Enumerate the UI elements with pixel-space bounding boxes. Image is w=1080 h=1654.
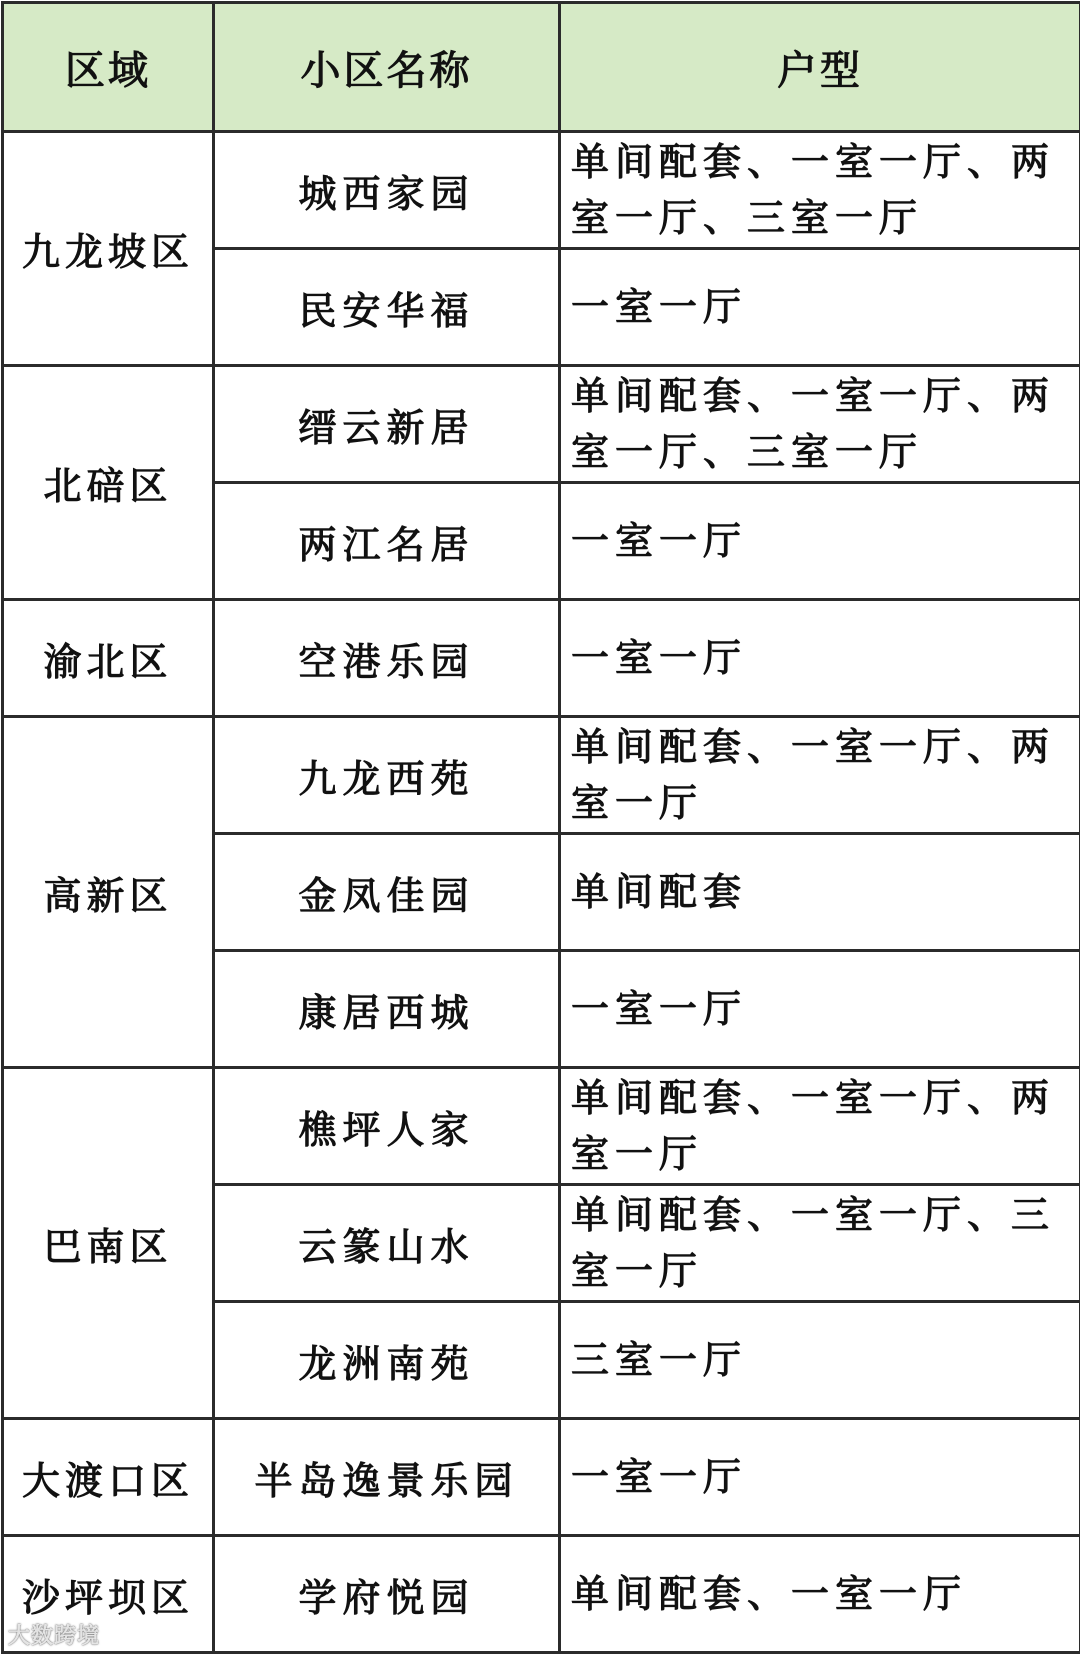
unit-type-cell: 单间配套、一室一厅、两室一厅、三室一厅 (560, 366, 1080, 483)
table-row (3, 1419, 1080, 1536)
table-row (3, 717, 1080, 834)
unit-type-cell: 一室一厅 (560, 249, 1080, 366)
unit-type-cell: 一室一厅 (560, 1419, 1080, 1536)
community-cell: 云篆山水 (214, 1185, 560, 1302)
unit-type-cell: 一室一厅 (560, 600, 1080, 717)
district-cell: 大渡口区 (3, 1419, 214, 1536)
unit-type-cell: 单间配套、一室一厅 (560, 1536, 1080, 1653)
district-cell: 北碚区 (3, 366, 214, 600)
community-cell: 学府悦园 (214, 1536, 560, 1653)
community-cell: 康居西城 (214, 951, 560, 1068)
community-cell: 两江名居 (214, 483, 560, 600)
header-community: 小区名称 (214, 3, 560, 132)
table-row (3, 132, 1080, 249)
district-cell: 巴南区 (3, 1068, 214, 1419)
district-cell: 高新区 (3, 717, 214, 1068)
unit-type-cell: 单间配套、一室一厅、两室一厅 (560, 717, 1080, 834)
table-row (3, 600, 1080, 717)
table-row (3, 366, 1080, 483)
unit-type-cell: 三室一厅 (560, 1302, 1080, 1419)
community-cell: 龙洲南苑 (214, 1302, 560, 1419)
header-unit-type: 户型 (560, 3, 1080, 132)
community-cell: 九龙西苑 (214, 717, 560, 834)
table-row (3, 1068, 1080, 1185)
unit-type-cell: 单间配套、一室一厅、三室一厅 (560, 1185, 1080, 1302)
community-cell: 金凤佳园 (214, 834, 560, 951)
unit-type-cell: 单间配套 (560, 834, 1080, 951)
unit-type-cell: 单间配套、一室一厅、两室一厅、三室一厅 (560, 132, 1080, 249)
community-cell: 缙云新居 (214, 366, 560, 483)
table-row (3, 1536, 1080, 1653)
community-cell: 城西家园 (214, 132, 560, 249)
unit-type-cell: 单间配套、一室一厅、两室一厅 (560, 1068, 1080, 1185)
unit-type-cell: 一室一厅 (560, 483, 1080, 600)
unit-type-cell: 一室一厅 (560, 951, 1080, 1068)
table-header-row (3, 3, 1080, 132)
district-cell: 沙坪坝区 (3, 1536, 214, 1653)
district-cell: 渝北区 (3, 600, 214, 717)
community-cell: 民安华福 (214, 249, 560, 366)
community-cell: 空港乐园 (214, 600, 560, 717)
watermark-text: 大数跨境 (8, 1624, 101, 1649)
header-district: 区域 (3, 3, 214, 132)
housing-table (1, 1, 1080, 1654)
community-cell: 半岛逸景乐园 (214, 1419, 560, 1536)
community-cell: 樵坪人家 (214, 1068, 560, 1185)
district-cell: 九龙坡区 (3, 132, 214, 366)
